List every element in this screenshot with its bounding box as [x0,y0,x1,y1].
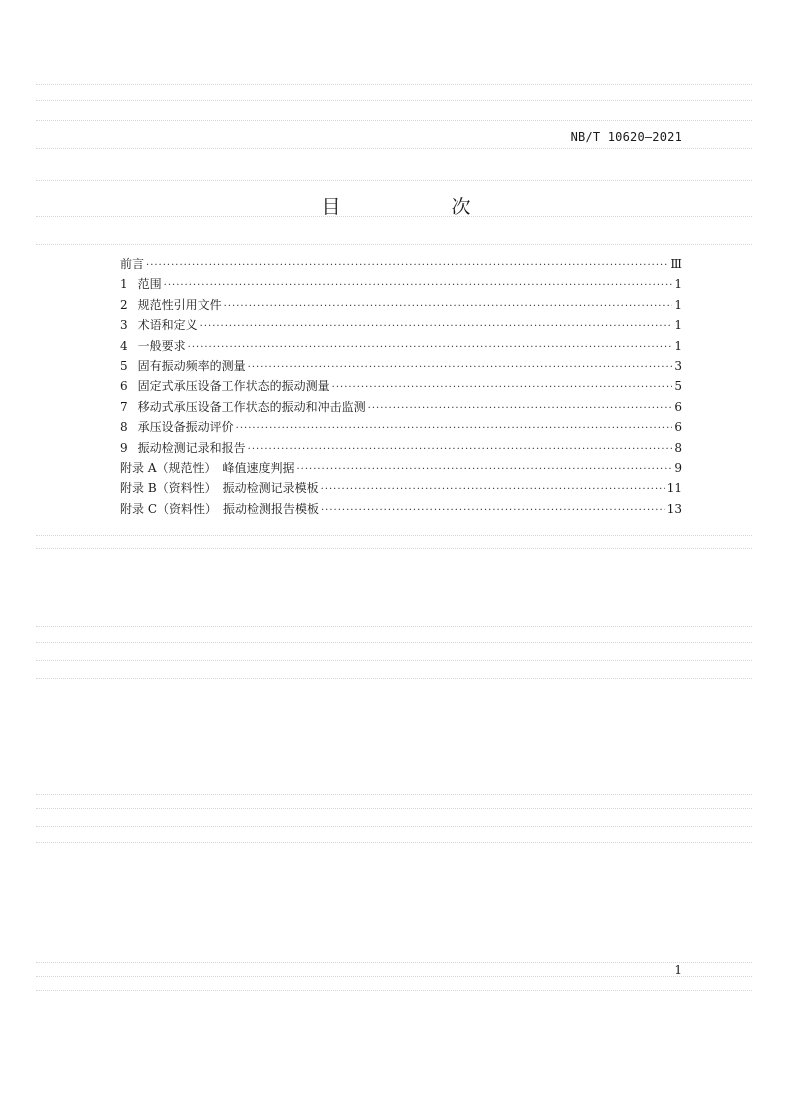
toc-entry-page: 13 [666,501,682,516]
dot-leader [321,501,665,521]
toc-entry-title: 术语和定义 [137,318,198,333]
toc-entry[interactable] [120,397,682,417]
dot-leader [188,338,673,358]
toc-entry-page: 6 [674,399,682,414]
scan-band [36,678,752,679]
toc-entry-title: 附录 C（资料性） 振动检测报告模板 [120,501,319,516]
toc-entry-title: 固定式承压设备工作状态的振动测量 [137,379,330,394]
standard-code: NB/T 10620—2021 [570,130,682,144]
table-of-contents [120,254,682,519]
toc-entry-number: 2 [120,297,128,312]
toc-entry-page: 11 [666,481,682,496]
toc-entry[interactable] [120,336,682,356]
toc-entry-title: 承压设备振动评价 [137,420,234,435]
dot-leader [224,297,673,317]
toc-entry-page: 5 [674,379,682,394]
dot-leader [368,399,673,419]
toc-entry-page: 1 [674,338,682,353]
scan-band [36,962,752,963]
toc-entry-page: 6 [674,420,682,435]
scan-band [36,120,752,121]
toc-entry[interactable] [120,356,682,376]
toc-entry-page: 1 [674,297,682,312]
toc-entry[interactable] [120,274,682,294]
toc-entry-page: 1 [674,277,682,292]
toc-entry-title: 移动式承压设备工作状态的振动和冲击监测 [137,399,366,414]
dot-leader [248,358,673,378]
toc-entry[interactable] [120,376,682,396]
toc-entry-title: 附录 A（规范性） 峰值速度判据 [120,460,295,475]
toc-entry[interactable] [120,315,682,335]
toc-entry-title: 范围 [137,277,162,292]
scan-band [36,548,752,549]
toc-entry-number: 9 [120,440,128,455]
dot-leader [296,460,672,480]
dot-leader [146,256,668,276]
scan-band [36,626,752,627]
dot-leader [236,419,673,439]
toc-entry-page: 3 [674,358,682,373]
dot-leader [200,317,673,337]
scan-band [36,794,752,795]
scan-band [36,808,752,809]
scan-band [36,990,752,991]
toc-entry[interactable] [120,417,682,437]
toc-entry-title: 附录 B（资料性） 振动检测记录模板 [120,481,319,496]
toc-entry-number: 5 [120,358,128,373]
toc-entry[interactable] [120,438,682,458]
toc-entry-title: 振动检测记录和报告 [137,440,246,455]
page-number: 1 [674,963,682,977]
toc-entry[interactable] [120,499,682,519]
scan-band [36,826,752,827]
toc-entry[interactable] [120,254,682,274]
scan-band [36,148,752,149]
toc-entry-number: 3 [120,318,128,333]
scan-band [36,180,752,181]
scan-band [36,535,752,536]
toc-entry-number: 7 [120,399,128,414]
dot-leader [321,480,665,500]
scan-band [36,100,752,101]
toc-entry-number: 8 [120,420,128,435]
scan-band [36,244,752,245]
dot-leader [164,276,673,296]
toc-entry[interactable] [120,295,682,315]
toc-entry-page: Ⅲ [670,257,682,271]
toc-entry-page: 1 [674,318,682,333]
scan-band [36,84,752,85]
page-title: 目 次 [321,196,517,218]
toc-entry-title: 前言 [120,257,145,271]
toc-entry-number: 1 [120,277,128,292]
toc-entry-title: 固有振动频率的测量 [137,358,246,373]
toc-entry-number: 6 [120,379,128,394]
toc-entry-title: 规范性引用文件 [137,297,222,312]
scan-band [36,842,752,843]
dot-leader [248,440,673,460]
toc-entry-page: 8 [674,440,682,455]
toc-entry-page: 9 [674,460,682,475]
scan-band [36,660,752,661]
toc-entry[interactable] [120,478,682,498]
toc-entry[interactable] [120,458,682,478]
dot-leader [332,378,673,398]
scan-band [36,642,752,643]
scan-band [36,976,752,977]
toc-entry-title: 一般要求 [137,338,186,353]
toc-entry-number: 4 [120,338,128,353]
